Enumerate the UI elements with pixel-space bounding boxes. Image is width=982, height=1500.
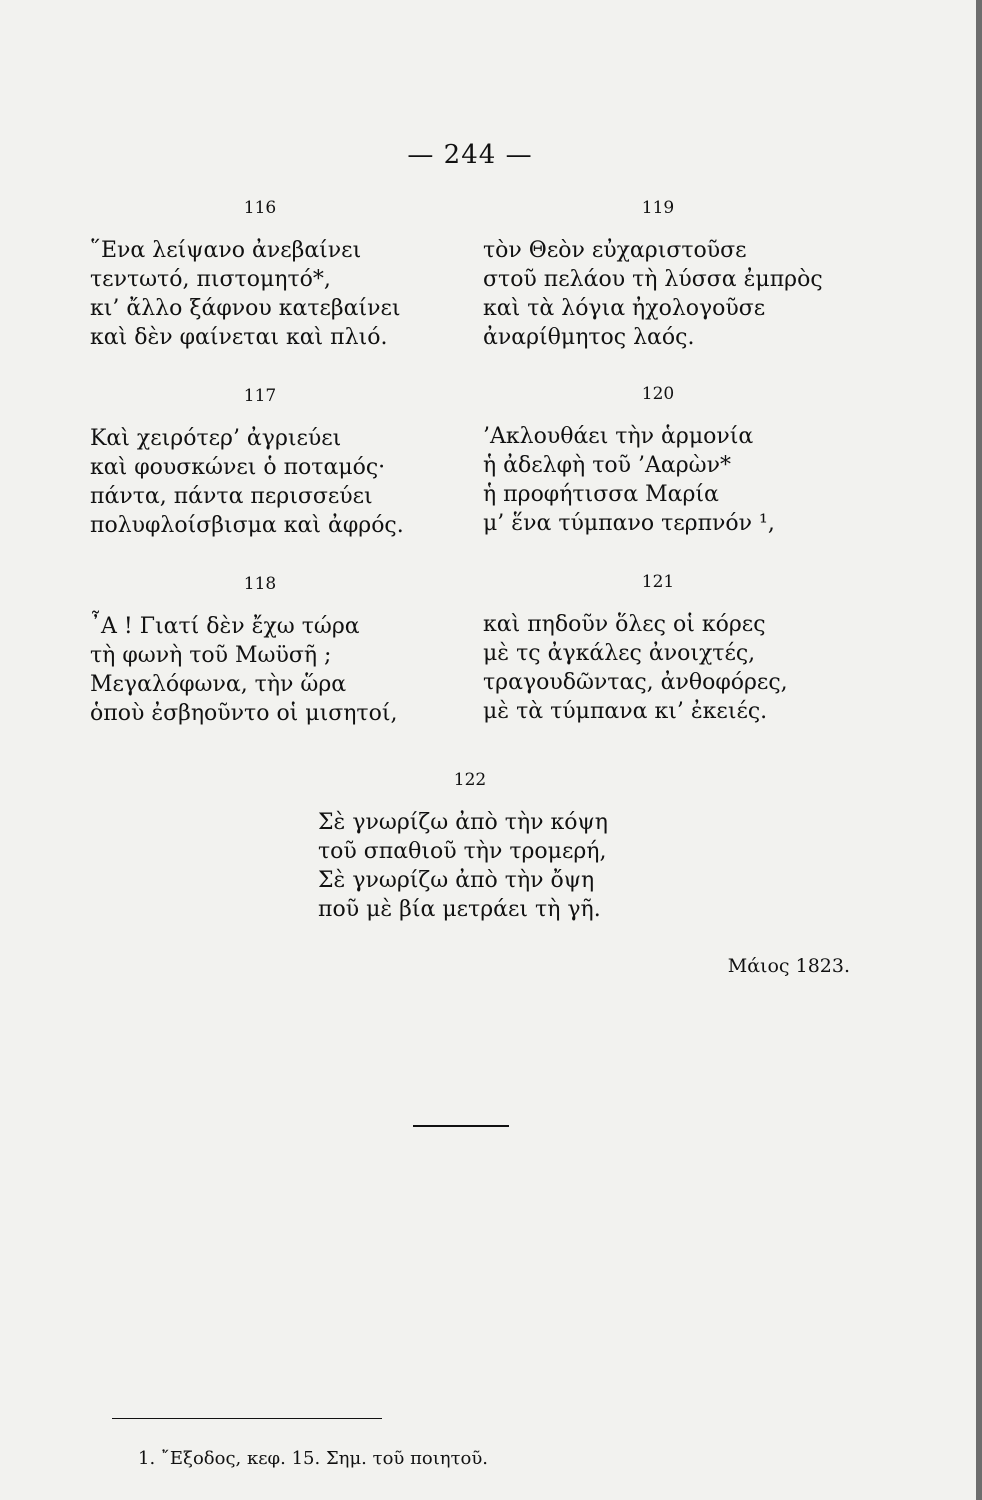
stanza-number: 122 xyxy=(453,770,487,790)
verse-line: κι’ ἄλλο ξάφνου κατεβαίνει xyxy=(90,296,401,321)
verse-line: τὴ φωνὴ τοῦ Μωϋσῆ ; xyxy=(90,643,332,668)
stanza-number: 119 xyxy=(641,198,675,218)
verse-line: πάντα, πάντα περισσεύει xyxy=(90,484,373,509)
footnote-rule xyxy=(112,1418,382,1419)
stanza-number: 116 xyxy=(243,198,277,218)
stanza-number: 120 xyxy=(641,384,675,404)
verse-line: ’Ακλουθάει τὴν ἁρμονία xyxy=(483,424,754,449)
verse-line: καὶ φουσκώνει ὁ ποταμός· xyxy=(90,455,386,480)
verse-line: Μεγαλόφωνα, τὴν ὥρα xyxy=(90,672,347,697)
stanza-122 xyxy=(300,770,640,924)
verse-line: καὶ πηδοῦν ὅλες οἱ κόρες xyxy=(483,612,766,637)
stanza-120 xyxy=(483,384,833,538)
date-signature: Μάιος 1823. xyxy=(727,955,850,977)
stanza-119 xyxy=(483,198,833,352)
footnote: 1. ῎Εξοδος, κεφ. 15. Σημ. τοῦ ποιητοῦ. xyxy=(138,1448,489,1469)
stanza-117 xyxy=(90,386,430,540)
verse-line: καὶ δὲν φαίνεται καὶ πλιό. xyxy=(90,325,388,350)
page-edge-shadow xyxy=(976,0,982,1500)
verse-line: ποῦ μὲ βία μετράει τὴ γῆ. xyxy=(318,897,601,922)
verse-line: ῞Ενα λείψανο ἀνεβαίνει xyxy=(90,238,362,263)
verse-line: Σὲ γνωρίζω ἀπὸ τὴν ὄψη xyxy=(318,868,595,893)
verse-line: στοῦ πελάου τὴ λύσσα ἐμπρὸς xyxy=(483,267,823,292)
verse-line: μ’ ἕνα τύμπανο τερπνόν ¹, xyxy=(483,511,775,536)
verse-line: τεντωτό, πιστομητό*, xyxy=(90,267,331,292)
verse-line: ὁποὺ ἐσβηοῦντο οἱ μισητοί, xyxy=(90,701,398,726)
verse-line: ῏Α ! Γιατί δὲν ἔχω τώρα xyxy=(90,614,360,639)
verse-line: ἀναρίθμητος λαός. xyxy=(483,325,695,350)
verse-line: μὲ τὰ τύμπανα κι’ ἐκειές. xyxy=(483,699,768,724)
verse-line: ἡ προφήτισσα Μαρία xyxy=(483,482,719,507)
verse-line: τραγουδῶντας, ἀνθοφόρες, xyxy=(483,670,788,695)
stanza-121 xyxy=(483,572,833,726)
verse-line: τὸν Θεὸν εὐχαριστοῦσε xyxy=(483,238,747,263)
verse-line: καὶ τὰ λόγια ἠχολογοῦσε xyxy=(483,296,766,321)
section-divider xyxy=(413,1125,509,1127)
verse-line: μὲ τς ἀγκάλες ἀνοιχτές, xyxy=(483,641,756,666)
stanza-118 xyxy=(90,574,430,728)
verse-line: Καὶ χειρότερ’ ἀγριεύει xyxy=(90,426,342,451)
verse-line: Σὲ γνωρίζω ἀπὸ τὴν κόψη xyxy=(318,810,608,835)
stanza-number: 118 xyxy=(243,574,277,594)
verse-line: ἡ ἀδελφὴ τοῦ ’Ααρὼν* xyxy=(483,453,731,478)
page-number: — 244 — xyxy=(407,140,533,170)
verse-line: τοῦ σπαθιοῦ τὴν τρομερή, xyxy=(318,839,607,864)
stanza-116 xyxy=(90,198,430,352)
stanza-number: 117 xyxy=(243,386,277,406)
verse-line: πολυφλοίσβισμα καὶ ἀφρός. xyxy=(90,513,404,538)
stanza-number: 121 xyxy=(641,572,675,592)
